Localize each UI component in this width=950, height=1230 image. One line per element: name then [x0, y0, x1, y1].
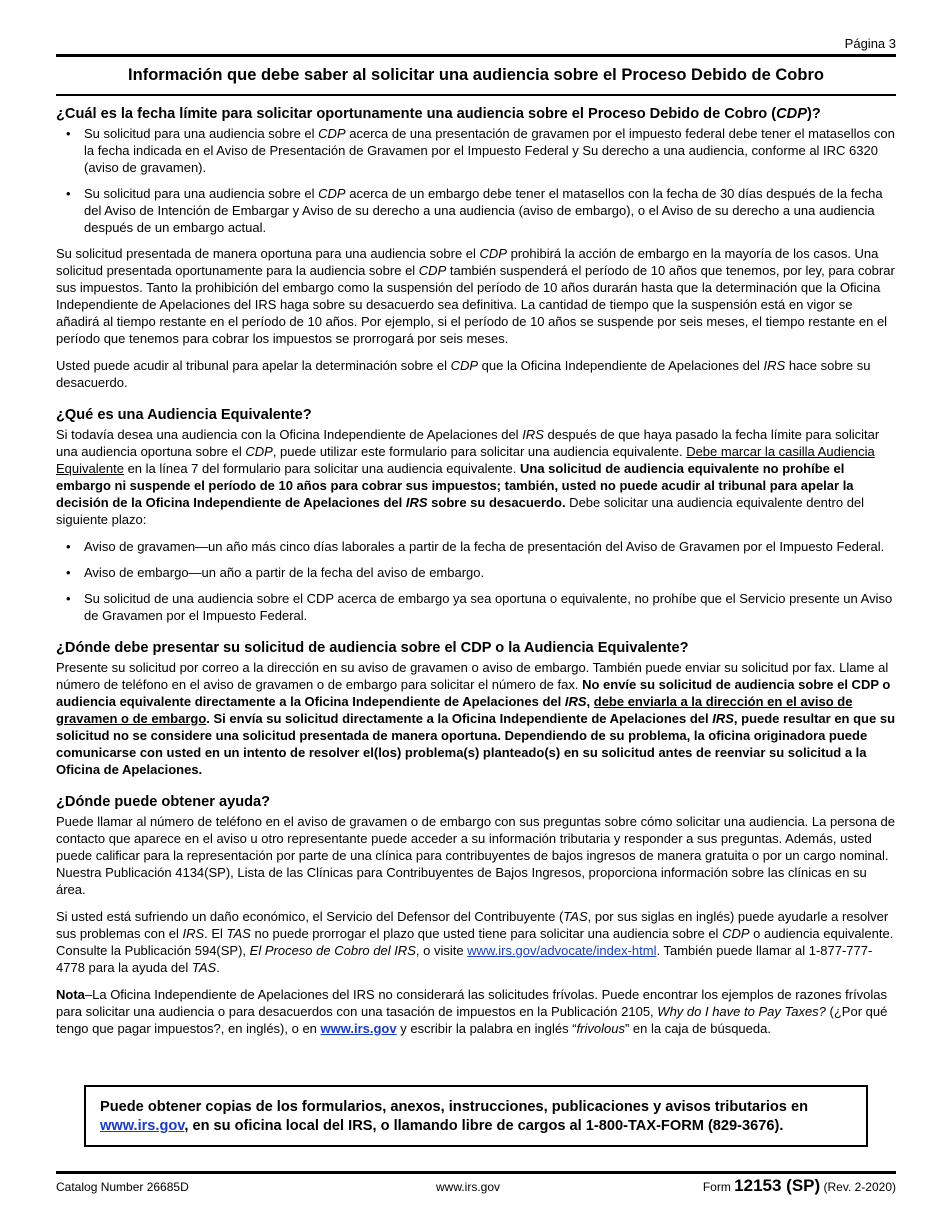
- page-number: Página 3: [844, 36, 896, 51]
- equivalent-list: [66, 538, 896, 624]
- paragraph-where-file: Presente su solicitud por correo a la dirección en su aviso de gravamen o aviso de embargo. También puede enviar su solicitud por fax. Llame al número de teléfono en el aviso de gravamen o de embargo para solicitar el número de fax. No envíe su solicitud de audiencia sobre el CDP o audiencia equivalente directamente a la Oficina Independiente de Apelaciones del IRS, debe enviarla a la dirección en el aviso de gravamen o de embargo. Si envía su solicitud directamente a la Oficina Independiente de Apelaciones del IRS, puede resultar en que su solicitud no se considere una solicitud presentada de manera oportuna. Dependiendo de su problema, la oficina originadora puede comunicarse con usted en un intento de resolver el(los) problema(s) planteado(s) en su solicitud antes de reenviar su solicitud a la Oficina de Apelaciones.: [56, 660, 896, 777]
- form-identifier: Form 12153 (SP) (Rev. 2-2020): [702, 1176, 896, 1195]
- form-page: [56, 0, 896, 1230]
- callout-irs-link[interactable]: www.irs.gov: [100, 1118, 185, 1134]
- section-heading-deadline: ¿Cuál es la fecha límite para solicitar oportunamente una audiencia sobre el Proceso Debido de Cobro (CDP)?: [56, 106, 821, 122]
- advocate-link[interactable]: www.irs.gov/advocate/index-html: [467, 943, 657, 958]
- paragraph-court-appeal: Usted puede acudir al tribunal para apelar la determinación sobre el CDP que la Oficina Independiente de Apelaciones del IRS hace sobre su desacuerdo.: [56, 358, 871, 390]
- page-title: Información que debe saber al solicitar una audiencia sobre el Proceso Debido de Cobro: [128, 66, 824, 84]
- header-rule-top: [56, 54, 896, 57]
- list-item: • Su solicitud para una audiencia sobre el CDP acerca de un embargo debe tener el matasellos con la fecha de 30 días después de la fecha del Aviso de Intención de Embargar y Aviso de su derecho a una audiencia (aviso de embargo), o el Aviso de su derecho a una audiencia después de un embargo actual.: [66, 185, 896, 236]
- paragraph-equivalent: Si todavía desea una audiencia con la Oficina Independiente de Apelaciones del IRS después de que haya pasado la fecha límite para solicitar una audiencia oportuna sobre el CDP, puede utilizar este formulario para solicitar una audiencia equivalente. Debe marcar la casilla Audiencia Equivalente en la línea 7 del formulario para solicitar una audiencia equivalente. Una solicitud de audiencia equivalente no prohíbe el embargo ni suspende el período de 10 años para cobrar sus impuestos; también, usted no puede acudir al tribunal para apelar la decisión de la Oficina Independiente de Apelaciones del IRS sobre su desacuerdo. Debe solicitar una audiencia equivalente dentro del siguiente plazo:: [56, 427, 880, 527]
- paragraph-advocate: Si usted está sufriendo un daño económico, el Servicio del Defensor del Contribuyente (TAS, por sus siglas en inglés) puede ayudarle a resolver sus problemas con el IRS. El TAS no puede prorrogar el plazo que usted tiene para solicitar una audiencia sobre el CDP o audiencia equivalente. Consulte la Publicación 594(SP), El Proceso de Cobro del IRS, o visite www.irs.gov/advocate/index-html. También puede llamar al 1-877-777-4778 para la ayuda del TAS.: [56, 909, 894, 975]
- paragraph-help: Puede llamar al número de teléfono en el aviso de gravamen o de embargo con sus preguntas sobre cómo solicitar una audiencia. La persona de contacto que aparece en el aviso u otro representante puede acceder a su información tributaria y responder a sus preguntas. Además, usted puede calificar para la representación por parte de una clínica para contribuyentes de bajos ingresos de manera gratuita o por un cargo nominal. Nuestra Publicación 4134(SP), Lista de las Clínicas para Contribuyentes de Bajos Ingresos, proporciona información sobre las clínicas en su área.: [56, 814, 896, 897]
- page-content: [56, 105, 896, 1047]
- section-heading-help: ¿Dónde puede obtener ayuda?: [56, 794, 271, 810]
- irs-link[interactable]: www.irs.gov: [320, 1021, 397, 1036]
- list-item: • Su solicitud para una audiencia sobre el CDP acerca de una presentación de gravamen por el impuesto federal debe tener el matasellos con la fecha indicada en el Aviso de Presentación de Gravamen por el Impuesto Federal y Su derecho a una audiencia, conforme al IRC 6320 (aviso de gravamen).: [66, 125, 896, 176]
- list-item: • Su solicitud de una audiencia sobre el CDP acerca de embargo ya sea oportuna o equivalente, no prohíbe que el Servicio presente un Aviso de Gravamen por el Impuesto Federal.: [66, 590, 896, 624]
- forms-callout-box: Puede obtener copias de los formularios, anexos, instrucciones, publicaciones y avisos tributarios en www.irs.gov, en su oficina local del IRS, o llamando libre de cargos al 1-800-TAX-FORM (829-3676).: [84, 1085, 868, 1147]
- deadline-list: [66, 125, 896, 236]
- footer-rule: [56, 1171, 896, 1174]
- paragraph-note: Nota–La Oficina Independiente de Apelaciones del IRS no considerará las solicitudes frívolas. Puede encontrar los ejemplos de razones frívolas para solicitar una audiencia o para desacuerdos con una tasación de impuestos en la Publicación 2105, Why do I have to Pay Taxes? (¿Por qué tengo que pagar impuestos?, en inglés), o en www.irs.gov y escribir la palabra en inglés “frivolous” en la caja de búsqueda.: [56, 987, 888, 1036]
- catalog-number: Catalog Number 26685D: [56, 1180, 189, 1194]
- section-heading-equivalent: ¿Qué es una Audiencia Equivalente?: [56, 407, 312, 423]
- footer-website: www.irs.gov: [436, 1180, 501, 1194]
- list-item: • Aviso de gravamen—un año más cinco días laborales a partir de la fecha de presentación del Aviso de Gravamen por el Impuesto Federal.: [66, 538, 896, 555]
- paragraph-suspension: Su solicitud presentada de manera oportuna para una audiencia sobre el CDP prohibirá la acción de embargo en la mayoría de los casos. Una solicitud presentada oportunamente para la audiencia sobre el CDP también suspenderá el período de 10 años que tenemos, por ley, para cobrar sus impuestos. Tanto la prohibición del embargo como la suspensión del período de 10 años durarán hasta que la determinación que la Oficina Independiente de Apelaciones del IRS haga sobre su desacuerdo sea definitiva. La cantidad de tiempo que la suspensión está en vigor se añadirá al tiempo restante en el período de 10 años. Por ejemplo, si el período de 10 años se suspende por seis meses, el tiempo restante en el período que tenemos para cobrar los impuestos se prorrogará por seis meses.: [56, 246, 895, 346]
- header-rule-bottom: [56, 94, 896, 96]
- list-item: • Aviso de embargo—un año a partir de la fecha del aviso de embargo.: [66, 564, 896, 581]
- section-heading-where-file: ¿Dónde debe presentar su solicitud de audiencia sobre el CDP o la Audiencia Equivalente?: [56, 640, 689, 656]
